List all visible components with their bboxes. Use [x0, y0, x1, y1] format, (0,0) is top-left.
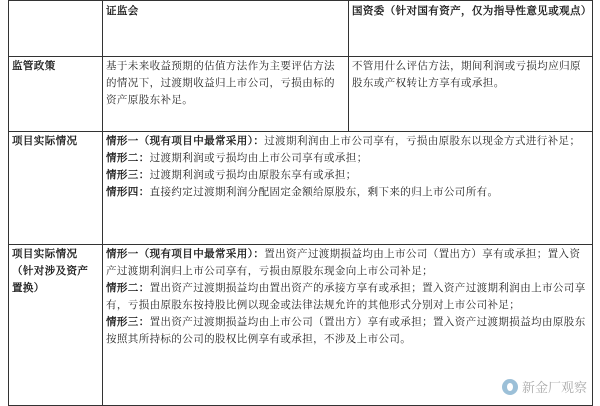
case-text: 置出资产过渡期损益均由上市公司（置出方）享有或承担；置入资产过渡期利润归上市公司享有，亏损由原股东现金向上市公司补足； — [106, 248, 581, 277]
policy-csrc-text: 基于未来收益预期的估值方法作为主要评估方法的情况下，过渡期收益归上市公司，亏损由标的资产原股东补足。 — [103, 57, 349, 132]
list-item — [106, 167, 589, 184]
header-empty-cell — [9, 1, 103, 57]
list-item — [106, 133, 589, 150]
list-item — [106, 280, 589, 314]
case-text: 置出资产过渡期损益均由上市公司（置出方）享有或承担；置入资产过渡期损益均由原股东按照其所持标的公司的股权比例享有或承担，不涉及上市公司。 — [106, 316, 586, 345]
row-label-practice: 项目实际情况 — [9, 132, 103, 245]
case-text: 过渡期利润由上市公司享有，亏损由原股东以现金方式进行补足； — [264, 135, 581, 147]
table-row-practice — [9, 132, 593, 245]
list-item — [106, 246, 589, 280]
watermark — [499, 376, 590, 397]
case-text: 直接约定过渡期利润分配固定金额给原股东，剩下来的归上市公司所有。 — [149, 186, 499, 198]
case-title: 情形三： — [106, 169, 150, 181]
list-item — [106, 314, 589, 348]
regulation-comparison-table — [8, 0, 593, 406]
table-header-row — [9, 1, 593, 57]
header-csrc: 证监会 — [103, 1, 349, 57]
case-title: 情形三： — [106, 316, 150, 328]
case-text: 置出资产过渡期损益均由置出资产的承接方享有或承担；置入资产过渡期利润由上市公司享有，亏损由原股东按持股比例以现金或法律法规允许的其他形式分别对上市公司补足； — [106, 282, 586, 311]
case-title: 情形二： — [106, 152, 150, 164]
case-title: 情形二： — [106, 282, 150, 294]
case-text: 过渡期利润或亏损均由原股东享有或承担； — [149, 169, 357, 181]
comparison-document — [8, 0, 592, 400]
row-label-policy: 监管政策 — [9, 57, 103, 132]
table-row-policy — [9, 57, 593, 132]
row-label-asset-swap: 项目实际情况（针对涉及资产置换） — [9, 245, 103, 406]
list-item — [106, 150, 589, 167]
case-title: 情形一（现有项目中最常采用）： — [106, 248, 265, 260]
practice-cases-cell — [103, 132, 593, 245]
policy-sasac-text: 不管用什么评估方法，期间利润或亏损均应归原股东或产权转让方享有或承担。 — [349, 57, 593, 132]
watermark-text: 新金厂观察 — [521, 381, 587, 396]
case-title: 情形四： — [106, 186, 150, 198]
header-sasac: 国资委（针对国有资产，仅为指导性意见或观点） — [349, 1, 593, 57]
wechat-logo-icon — [502, 379, 518, 395]
case-title: 情形一（现有项目中最常采用）： — [106, 135, 265, 147]
list-item — [106, 184, 589, 201]
case-text: 过渡期利润或亏损均由上市公司享有或承担； — [149, 152, 368, 164]
